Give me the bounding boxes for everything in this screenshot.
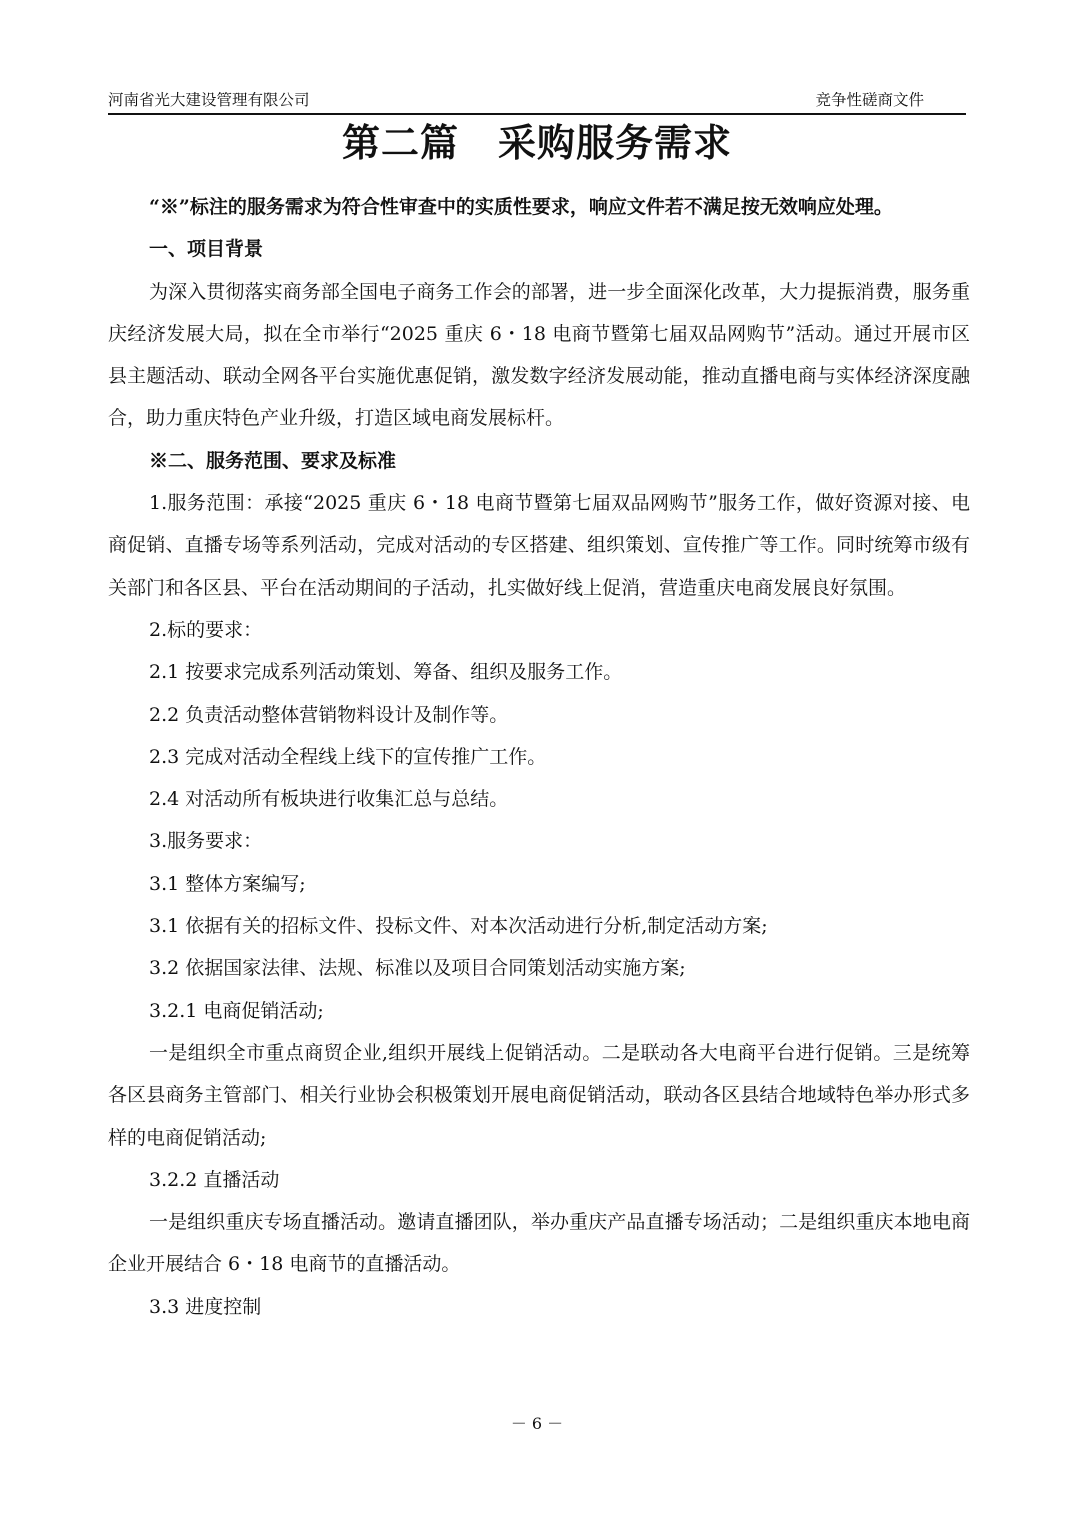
requirement-item: 2.4 对活动所有板块进行收集汇总与总结。: [149, 788, 509, 811]
page-title: 第二篇 采购服务需求: [341, 121, 732, 165]
promotion-paragraph: 一是组织全市重点商贸企业,组织开展线上促销活动。二是联动各大电商平台进行促销。三是统筹各区县商务主管部门、相关行业协会积极策划开展电商促销活动，联动各区县结合地域特色举办形式多样的电商促销活动;: [108, 1041, 970, 1149]
subsection-heading-promotion: 3.2.1 电商促销活动;: [149, 999, 324, 1022]
requirement-note: “※”标注的服务需求为符合性审查中的实质性要求，响应文件若不满足按无效响应处理。: [149, 196, 893, 218]
requirement-item: 2.2 负责活动整体营销物料设计及制作等。: [149, 703, 509, 726]
section-heading-background: 一、项目背景: [149, 238, 264, 261]
page-number: － 6 －: [510, 1414, 564, 1433]
service-requirements-heading: 3.服务要求：: [149, 830, 263, 853]
header-doc-type: 竞争性磋商文件: [815, 91, 924, 109]
requirement-item: 2.1 按要求完成系列活动策划、筹备、组织及服务工作。: [149, 661, 623, 684]
background-paragraph: 为深入贯彻落实商务部全国电子商务工作会的部署，进一步全面深化改革，大力提振消费，服务重庆经济发展大局，拟在全市举行“2025 重庆 6・18 电商节暨第七届双品网购节”活动。通过开展市区县主题活动、联动全网各平台实施优惠促销，激发数字经济发展动能，推动直播电商与实体经济深度融合，助力重庆特色产业升级，打造区域电商发展标杆。: [108, 280, 970, 430]
subsection-heading-livestream: 3.2.2 直播活动: [149, 1168, 280, 1191]
service-requirement-item: 3.1 依据有关的招标文件、投标文件、对本次活动进行分析,制定活动方案;: [149, 915, 768, 938]
service-scope-paragraph: 1.服务范围：承接“2025 重庆 6・18 电商节暨第七届双品网购节”服务工作，做好资源对接、电商促销、直播专场等系列活动，完成对活动的专区搭建、组织策划、宣传推广等工作。同时统筹市级有关部门和各区县、平台在活动期间的子活动，扎实做好线上促消，营造重庆电商发展良好氛围。: [108, 492, 970, 599]
livestream-paragraph: 一是组织重庆专场直播活动。邀请直播团队，举办重庆产品直播专场活动；二是组织重庆本地电商企业开展结合 6・18 电商节的直播活动。: [108, 1211, 970, 1276]
section-heading-scope: ※二、服务范围、要求及标准: [149, 449, 397, 472]
header-divider: [108, 113, 966, 115]
service-requirement-item: 3.2 依据国家法律、法规、标准以及项目合同策划活动实施方案;: [149, 957, 686, 980]
requirement-item: 2.3 完成对活动全程线上线下的宣传推广工作。: [149, 745, 547, 768]
service-requirement-item: 3.1 整体方案编写;: [149, 872, 306, 895]
subsection-heading-schedule: 3.3 进度控制: [149, 1295, 262, 1318]
page-header: [108, 88, 966, 112]
document-body: [108, 186, 970, 1328]
header-company: 河南省光大建设管理有限公司: [108, 91, 310, 109]
subject-requirements-heading: 2.标的要求：: [149, 618, 263, 641]
